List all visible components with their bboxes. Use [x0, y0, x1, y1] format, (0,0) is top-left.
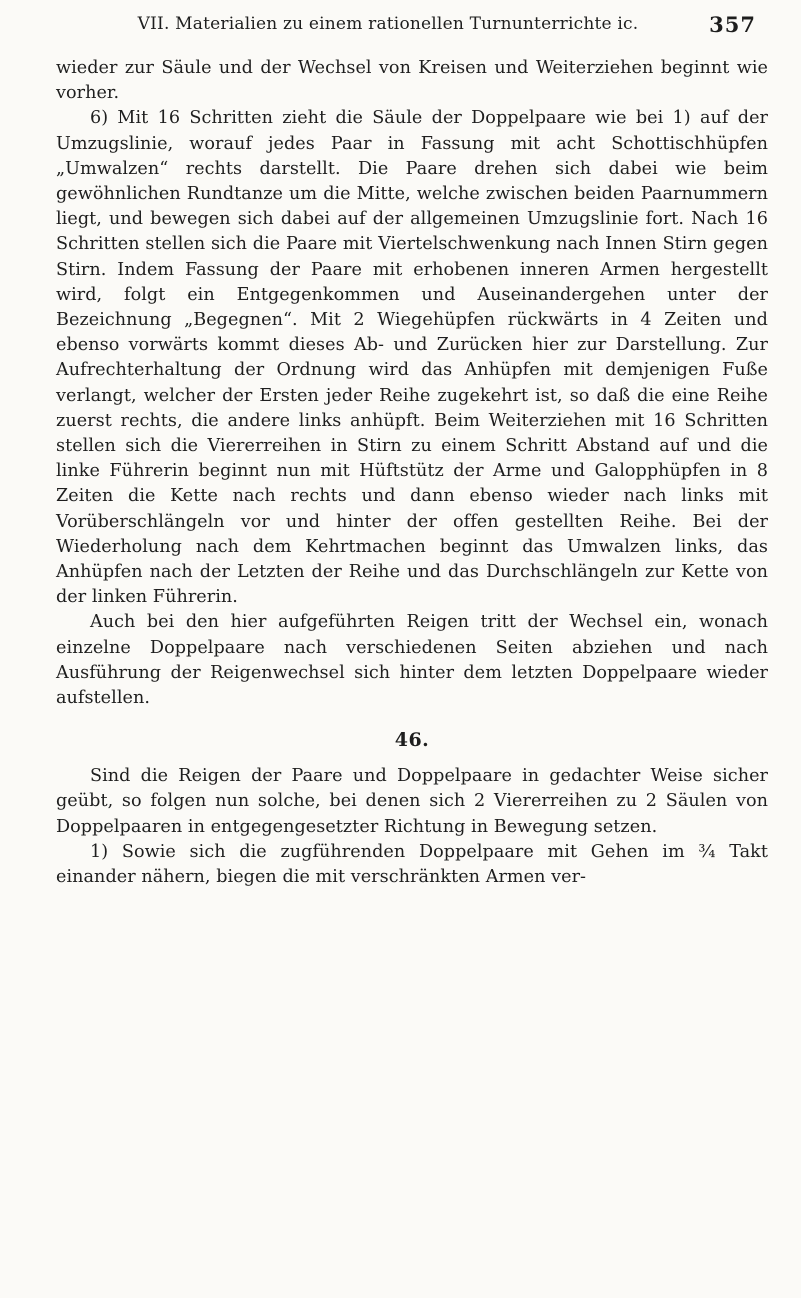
- paragraph-reigen-wechsel: Auch bei den hier aufgeführten Reigen tritt der Wechsel ein, wonach einzelne Doppelpaare nach verschiedenen Seiten abziehen und nach Ausführung der Reigenwechsel sich hinter dem letzten Doppelpaare wieder aufstellen.: [56, 612, 768, 709]
- paragraph-section-item-1: 1) Sowie sich die zugführenden Doppelpaare mit Gehen im ¾ Takt einander nähern, biegen die mit verschränkten Armen ver-: [56, 841, 768, 888]
- running-header: [118, 14, 756, 54]
- body-text: [56, 56, 768, 890]
- paragraph-continuation: wieder zur Säule und der Wechsel von Kreisen und Weiterziehen beginnt wie vorher.: [56, 58, 768, 104]
- header-title: VII. Materialien zu einem rationellen Turnunterrichte ic.: [137, 14, 639, 34]
- paragraph-section-intro: Sind die Reigen der Paare und Doppelpaare in gedachter Weise sicher geübt, so folgen nun solche, bei denen sich 2 Viererreihen zu 2 Säulen von Doppelpaaren in entgegengesetzter Richtung in Bewegung setzen.: [56, 766, 768, 837]
- page-number: 357: [709, 12, 756, 37]
- section-number: 46.: [394, 729, 430, 752]
- paragraph-item-6: 6) Mit 16 Schritten zieht die Säule der Doppelpaare wie bei 1) auf der Umzugslinie, worauf jedes Paar in Fassung mit acht Schottischhüpfen „Umwalzen“ rechts darstellt. Die Paare drehen sich dabei wie beim gewöhnlichen Rundtanze um die Mitte, welche zwischen beiden Paarnummern liegt, und bewegen sich dabei auf der allgemeinen Umzugslinie fort. Nach 16 Schritten stellen sich die Paare mit Viertelschwenkung nach Innen Stirn gegen Stirn. Indem Fassung der Paare mit erhobenen inneren Armen hergestellt wird, folgt ein Entgegenkommen und Auseinandergehen unter der Bezeichnung „Begegnen“. Mit 2 Wiegehüpfen rückwärts in 4 Zeiten und ebenso vorwärts kommt dieses Ab- und Zurücken hier zur Darstellung. Zur Aufrechterhaltung der Ordnung wird das Anhüpfen mit demjenigen Fuße verlangt, welcher der Ersten jeder Reihe zugekehrt ist, so daß die eine Reihe zuerst rechts, die andere links anhüpft. Beim Weiterziehen mit 16 Schritten stellen sich die Viererreihen in Stirn zu einem Schritt Abstand auf und die linke Führerin beginnt nun mit Hüftstütz der Arme und Galopphüpfen in 8 Zeiten die Kette nach rechts und dann ebenso wieder nach links mit Vorüberschlängeln vor und hinter der offen gestellten Reihe. Bei der Wiederholung nach dem Kehrtmachen beginnt das Umwalzen links, das Anhüpfen nach der Letzten der Reihe und das Durchschlängeln zur Kette von der linken Führerin.: [56, 108, 768, 608]
